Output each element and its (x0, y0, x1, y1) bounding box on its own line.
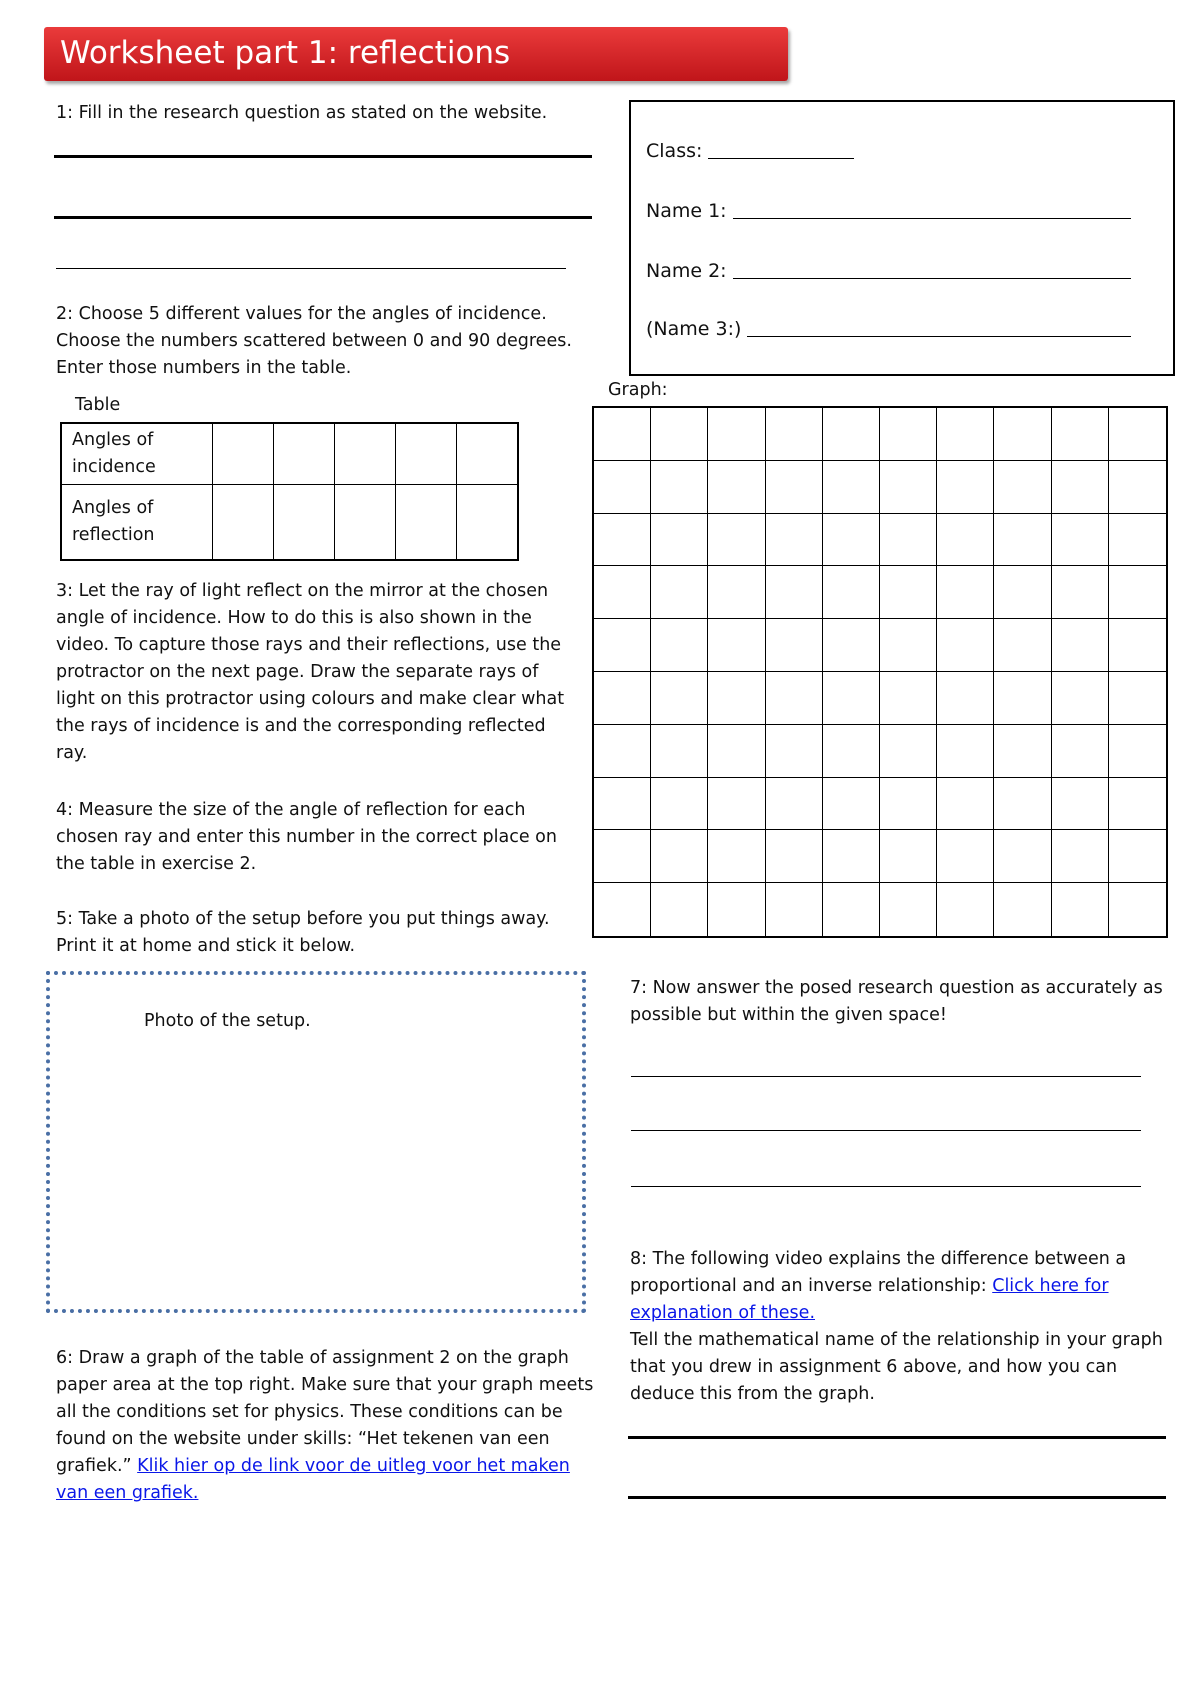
graph-cell (594, 830, 651, 883)
graph-cell (708, 830, 765, 883)
graph-cell (994, 883, 1051, 936)
graph-cell (594, 725, 651, 778)
name3-blank[interactable] (747, 336, 1131, 337)
class-field[interactable] (646, 140, 854, 162)
graph-cell (594, 514, 651, 567)
graph-cell (937, 514, 994, 567)
question-4-text: Measure the size of the angle of reflection for each chosen ray and enter this number in the correct place on the table in exercise 2. (56, 800, 557, 874)
graph-cell (708, 725, 765, 778)
graph-cell (994, 672, 1051, 725)
graph-cell (1109, 725, 1166, 778)
graph-cell (994, 566, 1051, 619)
graph-cell (766, 778, 823, 831)
graph-cell (1052, 461, 1109, 514)
graph-cell (1052, 408, 1109, 461)
graph-cell (1052, 514, 1109, 567)
graph-cell (880, 514, 937, 567)
table-cell[interactable] (335, 485, 396, 561)
graph-cell (1109, 408, 1166, 461)
name2-field[interactable] (646, 260, 1131, 282)
graph-cell (1109, 619, 1166, 672)
graph-cell (766, 566, 823, 619)
class-blank[interactable] (708, 158, 854, 159)
name1-blank[interactable] (733, 218, 1131, 219)
graph-cell (1109, 566, 1166, 619)
graph-cell (594, 566, 651, 619)
name2-blank[interactable] (733, 278, 1131, 279)
answer-line[interactable] (56, 268, 566, 269)
graph-cell (823, 830, 880, 883)
table-row (61, 423, 518, 485)
graph-cell (880, 778, 937, 831)
question-1 (56, 100, 616, 127)
table-cell[interactable] (335, 423, 396, 485)
graph-cell (651, 830, 708, 883)
question-7-number: 7: (630, 978, 648, 998)
graph-cell (937, 566, 994, 619)
table-cell[interactable] (274, 485, 335, 561)
graph-cell (994, 725, 1051, 778)
graph-cell (766, 830, 823, 883)
photo-label: Photo of the setup. (144, 1011, 311, 1031)
graph-cell (651, 883, 708, 936)
graph-cell (823, 408, 880, 461)
graph-cell (937, 830, 994, 883)
answer-line[interactable] (54, 216, 592, 219)
question-8-text-2: Tell the mathematical name of the relationship in your graph that you drew in assignment 6 above, and how you can deduce this from the graph. (630, 1330, 1163, 1404)
graph-cell (1109, 778, 1166, 831)
graph-cell (823, 566, 880, 619)
graph-cell (937, 672, 994, 725)
answer-line[interactable] (628, 1496, 1166, 1499)
graph-cell (937, 619, 994, 672)
graph-cell (708, 461, 765, 514)
graph-cell (708, 514, 765, 567)
graph-cell (1109, 830, 1166, 883)
question-5-text: Take a photo of the setup before you put things away. Print it at home and stick it below. (56, 909, 550, 956)
question-8-number: 8: (630, 1249, 648, 1269)
graph-cell (708, 883, 765, 936)
row-header-incidence: Angles of incidence (61, 423, 213, 485)
question-4 (56, 797, 576, 878)
graph-cell (651, 619, 708, 672)
graph-cell (708, 408, 765, 461)
question-1-text: Fill in the research question as stated on the website. (73, 103, 548, 123)
graph-cell (766, 619, 823, 672)
graph-cell (594, 672, 651, 725)
photo-placeholder[interactable] (46, 971, 586, 1313)
graph-cell (823, 672, 880, 725)
answer-line[interactable] (628, 1436, 1166, 1439)
answer-line[interactable] (631, 1186, 1141, 1187)
graph-explanation-link[interactable]: Klik hier op de link voor de uitleg voor het maken van een grafiek. (56, 1456, 570, 1503)
page-title: Worksheet part 1: reflections (60, 35, 511, 71)
question-3-text: Let the ray of light reflect on the mirror at the chosen angle of incidence. How to do this is also shown in the video. To capture those rays and their reflections, use the protractor on the next page. Draw the separate rays of light on this protractor using colours and make clear what the rays of incidence is and the corresponding reflected ray. (56, 581, 565, 763)
graph-cell (708, 619, 765, 672)
name3-label: (Name 3:) (646, 318, 742, 340)
table-cell[interactable] (213, 423, 274, 485)
graph-cell (823, 778, 880, 831)
question-5 (56, 906, 556, 960)
graph-cell (1052, 725, 1109, 778)
table-row (61, 485, 518, 561)
graph-cell (823, 514, 880, 567)
graph-cell (880, 408, 937, 461)
question-7-text: Now answer the posed research question as accurately as possible but within the given space! (630, 978, 1163, 1025)
question-1-number: 1: (56, 103, 74, 123)
answer-line[interactable] (631, 1130, 1141, 1131)
row-header-reflection: Angles of reflection (61, 485, 213, 561)
graph-cell (594, 619, 651, 672)
graph-cell (766, 725, 823, 778)
graph-cell (594, 461, 651, 514)
answer-line[interactable] (631, 1076, 1141, 1077)
name1-field[interactable] (646, 200, 1131, 222)
student-info-box (629, 100, 1175, 376)
graph-cell (994, 619, 1051, 672)
question-6-number: 6: (56, 1348, 74, 1368)
graph-cell (880, 672, 937, 725)
graph-cell (994, 461, 1051, 514)
graph-cell (880, 619, 937, 672)
graph-cell (708, 672, 765, 725)
graph-cell (651, 514, 708, 567)
graph-cell (937, 778, 994, 831)
graph-cell (766, 672, 823, 725)
name3-field[interactable] (646, 318, 1131, 340)
graph-cell (1052, 619, 1109, 672)
graph-cell (994, 778, 1051, 831)
question-2 (56, 301, 601, 382)
question-2-number: 2: (56, 304, 74, 324)
graph-cell (823, 461, 880, 514)
graph-cell (651, 725, 708, 778)
graph-cell (823, 883, 880, 936)
graph-cell (994, 514, 1051, 567)
graph-cell (1052, 830, 1109, 883)
graph-cell (937, 461, 994, 514)
graph-cell (594, 408, 651, 461)
table-cell[interactable] (457, 423, 519, 485)
question-3 (56, 578, 576, 767)
graph-cell (1052, 672, 1109, 725)
graph-cell (651, 778, 708, 831)
graph-cell (651, 408, 708, 461)
graph-cell (651, 672, 708, 725)
question-7 (630, 975, 1170, 1029)
graph-cell (1052, 778, 1109, 831)
question-2-text: Choose 5 different values for the angles of incidence. Choose the numbers scattered between 0 and 90 degrees. Enter those numbers in the table. (56, 304, 572, 378)
graph-cell (880, 461, 937, 514)
question-8-text: The following video explains the difference between a proportional and an inverse relationship: (630, 1249, 1127, 1296)
graph-cell (1109, 672, 1166, 725)
graph-cell (651, 566, 708, 619)
name1-label: Name 1: (646, 200, 727, 222)
title-banner (44, 27, 788, 81)
graph-cell (823, 725, 880, 778)
graph-cell (1052, 883, 1109, 936)
table-cell[interactable] (396, 423, 457, 485)
graph-cell (1109, 883, 1166, 936)
graph-label: Graph: (608, 380, 668, 400)
graph-cell (937, 725, 994, 778)
graph-cell (594, 883, 651, 936)
table-caption: Table (75, 395, 121, 415)
graph-cell (880, 725, 937, 778)
angles-table (60, 422, 519, 561)
question-8 (630, 1246, 1175, 1408)
table-cell[interactable] (396, 485, 457, 561)
graph-cell (994, 830, 1051, 883)
question-6-text: Draw a graph of the table of assignment 2 on the graph paper area at the top right. Make sure that your graph meets all the conditions set for physics. These conditions can be found on the website under skills: “Het tekenen van een grafiek.” (56, 1348, 594, 1476)
table-cell[interactable] (274, 423, 335, 485)
graph-cell (823, 619, 880, 672)
graph-cell (651, 461, 708, 514)
graph-cell (880, 883, 937, 936)
question-5-number: 5: (56, 909, 74, 929)
graph-cell (994, 408, 1051, 461)
question-4-number: 4: (56, 800, 74, 820)
graph-cell (1109, 514, 1166, 567)
question-3-number: 3: (56, 581, 74, 601)
graph-cell (1109, 461, 1166, 514)
relationship-explanation-link[interactable]: Click here for explanation of these. (630, 1276, 1109, 1323)
class-label: Class: (646, 140, 703, 162)
graph-cell (708, 566, 765, 619)
graph-cell (594, 778, 651, 831)
graph-cell (937, 883, 994, 936)
graph-cell (766, 461, 823, 514)
graph-paper[interactable] (592, 406, 1168, 938)
name2-label: Name 2: (646, 260, 727, 282)
graph-cell (880, 830, 937, 883)
answer-line[interactable] (54, 155, 592, 158)
table-cell[interactable] (213, 485, 274, 561)
graph-cell (1052, 566, 1109, 619)
graph-cell (708, 778, 765, 831)
table-cell[interactable] (457, 485, 519, 561)
graph-cell (937, 408, 994, 461)
graph-cell (880, 566, 937, 619)
question-6 (56, 1345, 596, 1507)
graph-cell (766, 883, 823, 936)
graph-cell (766, 514, 823, 567)
graph-cell (766, 408, 823, 461)
